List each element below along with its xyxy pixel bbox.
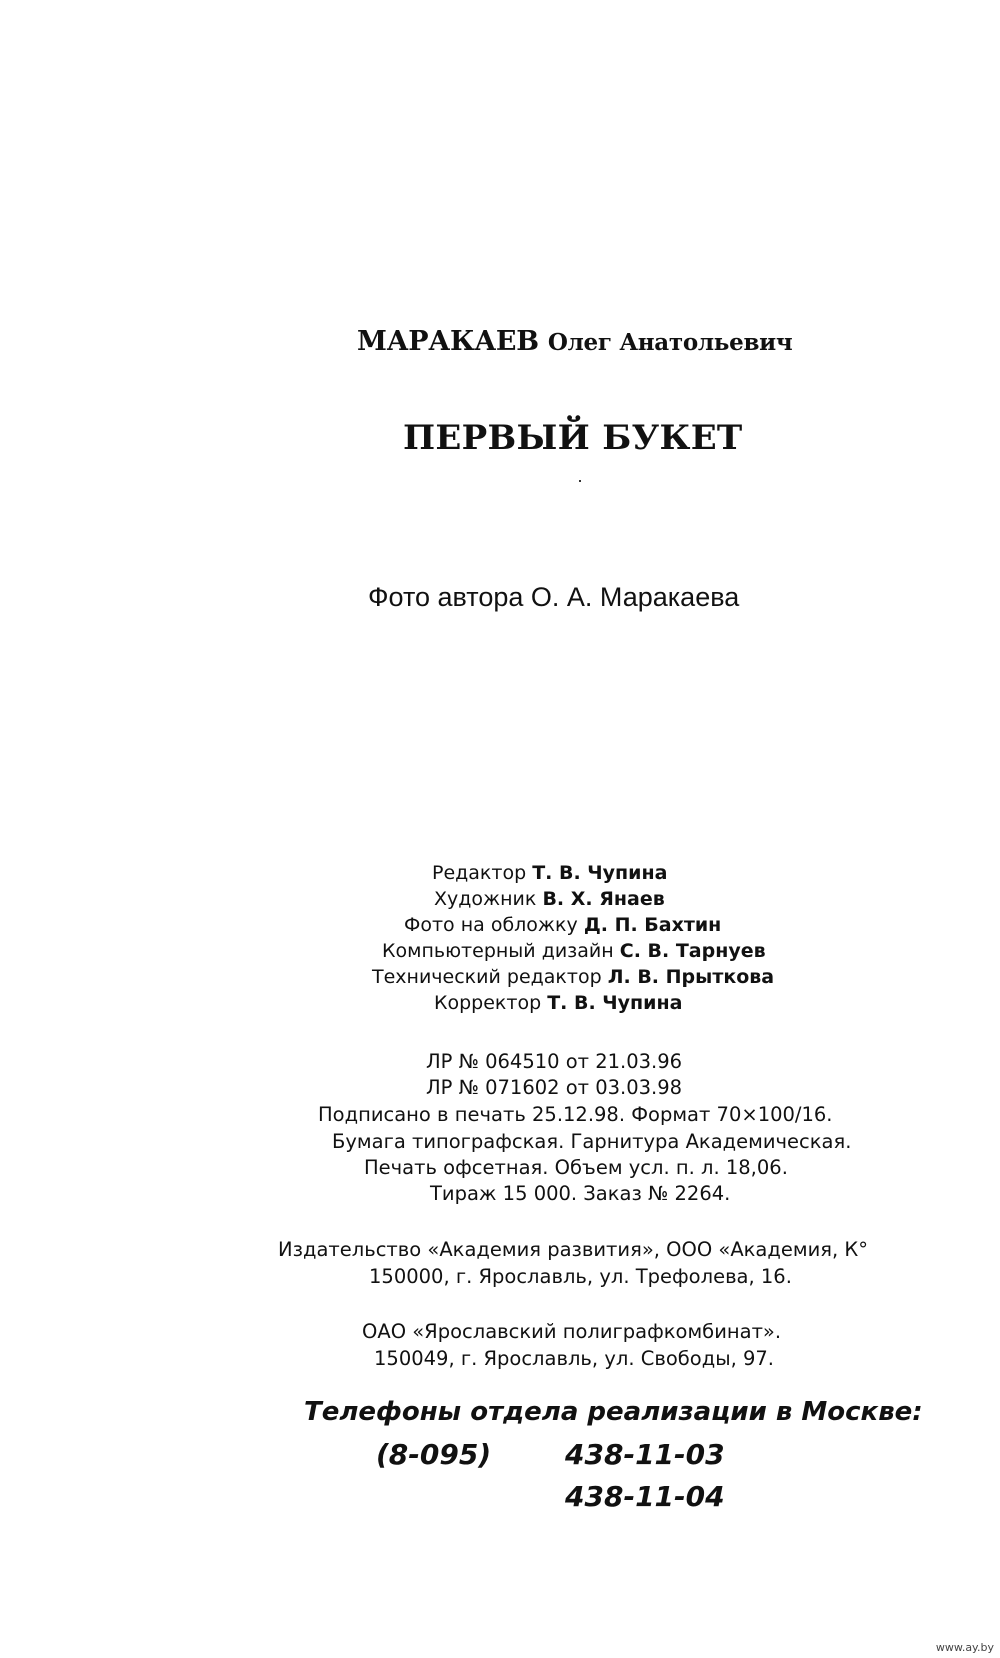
author-name (357, 326, 792, 357)
print-speck (579, 480, 581, 482)
photo-credit: Фото автора О. А. Маракаева (368, 582, 740, 612)
sales-phone-code: (8-095) (376, 1438, 492, 1471)
credit-person: В. Х. Янаев (542, 888, 665, 910)
publisher-address: 150000, г. Ярославль, ул. Трефолева, 16. (369, 1265, 792, 1288)
author-given-names: Олег Анатольевич (547, 329, 793, 356)
license-line-1: ЛР № 064510 от 21.03.96 (426, 1050, 683, 1073)
credit-person: Т. В. Чупина (532, 862, 668, 884)
sales-phone-1: 438-11-03 (565, 1438, 725, 1471)
credit-person: Л. В. Прыткова (607, 966, 775, 988)
credit-artist (434, 888, 665, 910)
credit-person: Д. П. Бахтин (583, 914, 722, 936)
book-title: ПЕРВЫЙ БУКЕТ (403, 418, 743, 458)
sales-phones-heading: Телефоны отдела реализации в Москве: (304, 1397, 923, 1427)
credit-cover-photo (404, 914, 721, 936)
signed-to-print-line: Подписано в печать 25.12.98. Формат 70×100/16. (318, 1103, 833, 1126)
credit-role: Фото на обложку (404, 914, 578, 936)
site-watermark: www.ay.by (935, 1641, 994, 1654)
publisher-name: Издательство «Академия развития», ООО «Академия, К° (278, 1238, 868, 1261)
credit-tech-editor (372, 966, 774, 988)
credit-person: С. В. Тарнуев (619, 940, 766, 962)
author-surname: МАРАКАЕВ (357, 326, 539, 357)
credit-person: Т. В. Чупина (547, 992, 683, 1014)
credit-role: Художник (434, 888, 537, 910)
license-line-2: ЛР № 071602 от 03.03.98 (426, 1076, 683, 1099)
paper-typeface-line: Бумага типографская. Гарнитура Академическая. (332, 1130, 852, 1153)
printer-name: ОАО «Ярославский полиграфкомбинат». (362, 1320, 782, 1343)
credit-role: Корректор (434, 992, 542, 1014)
credit-proofreader (434, 992, 682, 1014)
printing-volume-line: Печать офсетная. Объем усл. п. л. 18,06. (364, 1156, 788, 1179)
sales-phone-2: 438-11-04 (565, 1480, 725, 1513)
credit-editor (432, 862, 667, 884)
credit-role: Редактор (432, 862, 527, 884)
printer-address: 150049, г. Ярославль, ул. Свободы, 97. (374, 1347, 774, 1370)
credit-role: Компьютерный дизайн (382, 940, 614, 962)
credit-role: Технический редактор (372, 966, 602, 988)
credit-design (382, 940, 766, 962)
print-run-order-line: Тираж 15 000. Заказ № 2264. (430, 1182, 731, 1205)
